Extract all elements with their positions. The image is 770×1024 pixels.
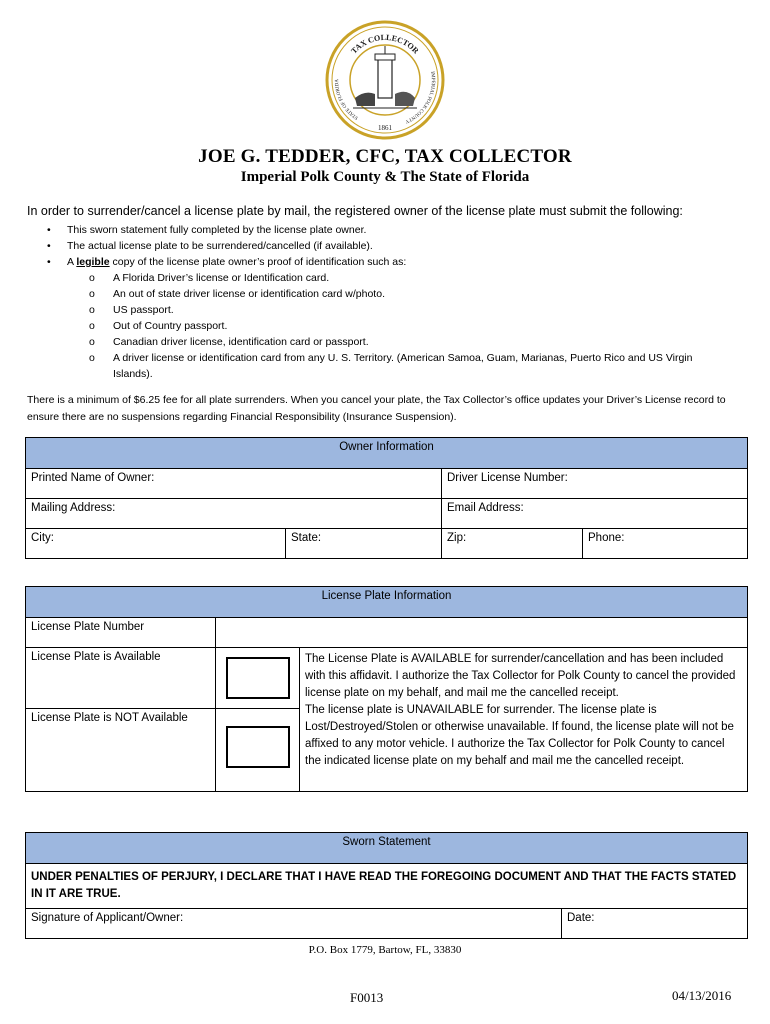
state-field[interactable]: State: — [286, 529, 442, 559]
not-available-checkbox-cell — [216, 709, 300, 792]
form-date: 04/13/2016 — [672, 988, 732, 1003]
seal-right-text: IMPERIAL POLK COUNTY — [404, 71, 435, 124]
id-options-list — [67, 270, 733, 382]
not-available-label: License Plate is NOT Available — [26, 709, 216, 792]
fee-note: There is a minimum of $6.25 fee for all plate surrenders. When you cancel your plate, the Tax Collector’s office updates your Driver’s License record to ensure there are no suspensions regarding Financial Responsibility (Insurance Suspension). — [27, 394, 726, 423]
intro-text: In order to surrender/cancel a license plate by mail, the registered owner of the license plate must submit the following: — [27, 204, 683, 218]
zip-field[interactable]: Zip: — [442, 529, 583, 559]
available-checkbox-cell — [216, 648, 300, 709]
not-available-checkbox[interactable] — [226, 726, 290, 768]
requirements-list — [27, 222, 733, 382]
id-suffix: copy of the license plate owner’s proof of identification such as: — [109, 256, 407, 268]
available-checkbox[interactable] — [226, 657, 290, 699]
owner-information-table — [25, 437, 748, 559]
requirement-item-id — [27, 254, 733, 382]
not-available-statement: The license plate is UNAVAILABLE for surrender. The license plate is Lost/Destroyed/Stolen or otherwise unavailable. If found, the license plate will not be affixed to any motor vehicle. I authorize the Tax Collector for Polk County to cancel the indicated license plate on my behalf and mail me the cancelled receipt. — [305, 704, 734, 767]
legible-emphasis: legible — [76, 256, 110, 268]
requirement-item: • This sworn statement fully completed by the license plate owner. — [27, 222, 733, 238]
plate-number-label: License Plate Number — [26, 618, 216, 648]
id-option: o A driver license or identification card from any U. S. Territory. (American Samoa, Guam, Marianas, Puerto Rico and US Virgin Islands). — [67, 350, 733, 382]
seal-year: 1861 — [378, 124, 392, 132]
requirement-item: • The actual license plate to be surrendered/cancelled (if available). — [27, 238, 733, 254]
id-option: o An out of state driver license or identification card w/photo. — [67, 286, 733, 302]
mailing-address-field[interactable]: Mailing Address: — [26, 499, 442, 529]
plate-section-header: License Plate Information — [26, 587, 748, 618]
plate-number-field[interactable] — [216, 618, 748, 648]
id-option: o Canadian driver license, identification card or passport. — [67, 334, 733, 350]
available-statement: The License Plate is AVAILABLE for surrender/cancellation and has been included with this affidavit. I authorize the Tax Collector for Polk County to cancel the provided license plate on my behalf, and mail me the cancelled receipt. — [305, 653, 736, 699]
id-prefix: A — [67, 256, 77, 268]
page-title: JOE G. TEDDER, CFC, TAX COLLECTOR — [198, 146, 572, 167]
phone-field[interactable]: Phone: — [583, 529, 748, 559]
sworn-statement-table — [25, 832, 748, 939]
printed-name-field[interactable]: Printed Name of Owner: — [26, 469, 442, 499]
page-subtitle: Imperial Polk County & The State of Florida — [240, 169, 530, 185]
license-plate-table — [25, 586, 748, 792]
tax-collector-seal — [325, 20, 445, 140]
owner-section-header: Owner Information — [26, 438, 748, 469]
driver-license-field[interactable]: Driver License Number: — [442, 469, 748, 499]
form-number: F0013 — [350, 990, 384, 1005]
date-field[interactable]: Date: — [562, 909, 748, 939]
signature-field[interactable]: Signature of Applicant/Owner: — [26, 909, 562, 939]
id-option: o US passport. — [67, 302, 733, 318]
seal-left-text: STATE OF FLORIDA — [335, 79, 360, 120]
id-option: o Out of Country passport. — [67, 318, 733, 334]
city-field[interactable]: City: — [26, 529, 286, 559]
sworn-section-header: Sworn Statement — [26, 833, 748, 864]
id-option: o A Florida Driver’s license or Identification card. — [67, 270, 733, 286]
email-address-field[interactable]: Email Address: — [442, 499, 748, 529]
plate-statements — [300, 648, 748, 792]
perjury-declaration: UNDER PENALTIES OF PERJURY, I DECLARE THAT I HAVE READ THE FOREGOING DOCUMENT AND THAT THE FACTS STATED IN IT ARE TRUE. — [26, 864, 748, 909]
seal-top-text: TAX COLLECTOR — [349, 32, 421, 56]
footer-address: P.O. Box 1779, Bartow, FL, 33830 — [308, 944, 462, 956]
available-label: License Plate is Available — [26, 648, 216, 709]
